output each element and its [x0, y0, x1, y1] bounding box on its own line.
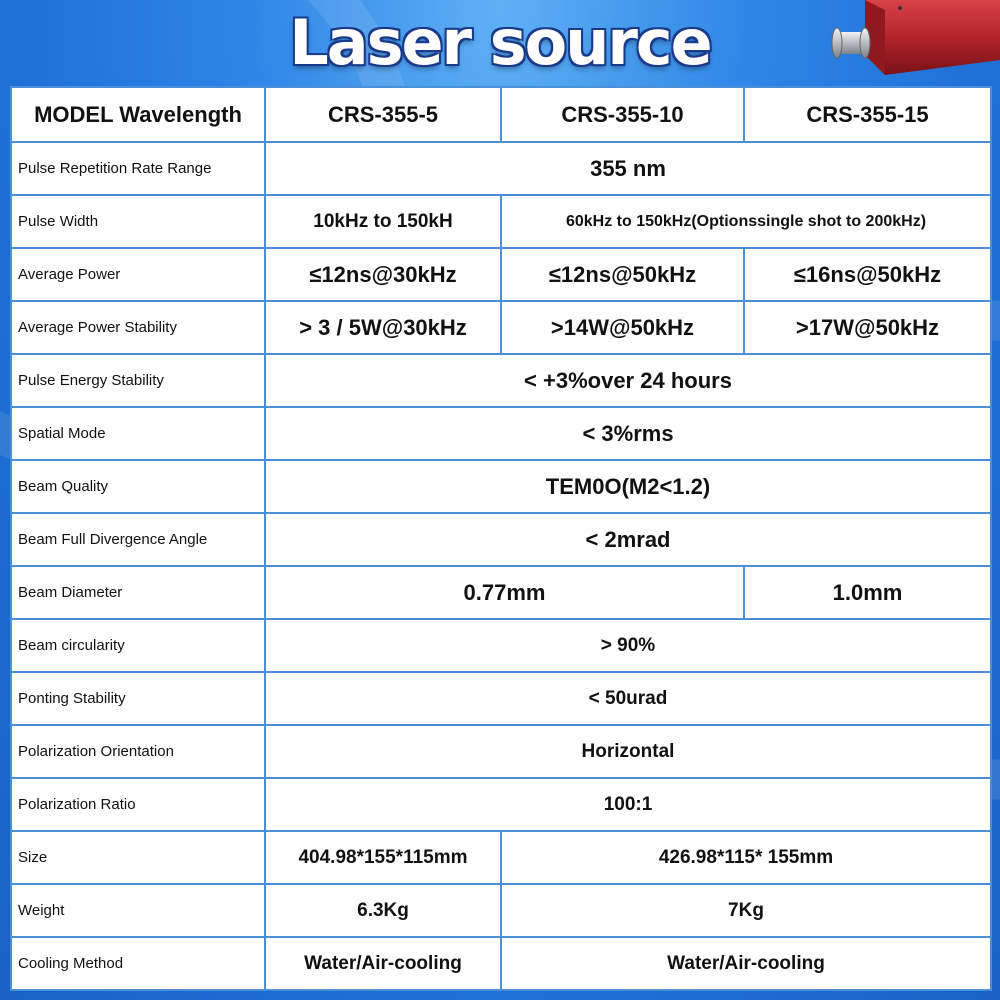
- model-crs-355-5: CRS-355-5: [265, 87, 501, 142]
- row-value: Water/Air-cooling: [501, 937, 991, 990]
- table-row: [11, 354, 991, 407]
- table-row: [11, 937, 991, 990]
- table-row: [11, 195, 991, 248]
- row-value: > 90%: [265, 619, 991, 672]
- row-value: 1.0mm: [744, 566, 991, 619]
- model-crs-355-10: CRS-355-10: [501, 87, 744, 142]
- row-value: 60kHz to 150kHz(Optionssingle shot to 200kHz): [501, 195, 991, 248]
- header-row: [11, 87, 991, 142]
- table-row: [11, 672, 991, 725]
- spec-table: [10, 86, 992, 991]
- row-value: ≤12ns@30kHz: [265, 248, 501, 301]
- row-value: TEM0O(M2<1.2): [265, 460, 991, 513]
- row-value: 7Kg: [501, 884, 991, 937]
- row-value: > 3 / 5W@30kHz: [265, 301, 501, 354]
- row-label: Beam Full Divergence Angle: [11, 513, 265, 566]
- row-value: 6.3Kg: [265, 884, 501, 937]
- table-row: [11, 619, 991, 672]
- row-label: Pulse Width: [11, 195, 265, 248]
- row-value: 404.98*155*115mm: [265, 831, 501, 884]
- row-value: 355 nm: [265, 142, 991, 195]
- model-crs-355-15: CRS-355-15: [744, 87, 991, 142]
- row-value: >14W@50kHz: [501, 301, 744, 354]
- row-value: < 2mrad: [265, 513, 991, 566]
- table-row: [11, 301, 991, 354]
- row-label: Polarization Ratio: [11, 778, 265, 831]
- table-row: [11, 725, 991, 778]
- table-row: [11, 513, 991, 566]
- row-label: Average Power Stability: [11, 301, 265, 354]
- row-value: 100:1: [265, 778, 991, 831]
- row-value: 10kHz to 150kH: [265, 195, 501, 248]
- model-wavelength-header: MODEL Wavelength: [11, 87, 265, 142]
- row-value: ≤12ns@50kHz: [501, 248, 744, 301]
- table-row: [11, 778, 991, 831]
- row-label: Average Power: [11, 248, 265, 301]
- row-value: Water/Air-cooling: [265, 937, 501, 990]
- row-value: < 50urad: [265, 672, 991, 725]
- row-label: Cooling Method: [11, 937, 265, 990]
- table-row: [11, 831, 991, 884]
- row-value: < +3%over 24 hours: [265, 354, 991, 407]
- row-label: Pulse Energy Stability: [11, 354, 265, 407]
- row-label: Ponting Stability: [11, 672, 265, 725]
- row-label: Pulse Repetition Rate Range: [11, 142, 265, 195]
- table-row: [11, 884, 991, 937]
- row-label: Beam circularity: [11, 619, 265, 672]
- row-value: 0.77mm: [265, 566, 744, 619]
- row-label: Beam Diameter: [11, 566, 265, 619]
- row-value: Horizontal: [265, 725, 991, 778]
- page-title: Laser source: [289, 6, 711, 79]
- row-value: >17W@50kHz: [744, 301, 991, 354]
- laser-source-device-image: [825, 0, 1000, 80]
- row-label: Weight: [11, 884, 265, 937]
- table-row: [11, 407, 991, 460]
- table-row: [11, 248, 991, 301]
- row-label: Size: [11, 831, 265, 884]
- row-label: Spatial Mode: [11, 407, 265, 460]
- row-value: 426.98*115* 155mm: [501, 831, 991, 884]
- row-label: Polarization Orientation: [11, 725, 265, 778]
- table-row: [11, 460, 991, 513]
- row-value: < 3%rms: [265, 407, 991, 460]
- row-label: Beam Quality: [11, 460, 265, 513]
- table-row: [11, 566, 991, 619]
- table-row: [11, 142, 991, 195]
- row-value: ≤16ns@50kHz: [744, 248, 991, 301]
